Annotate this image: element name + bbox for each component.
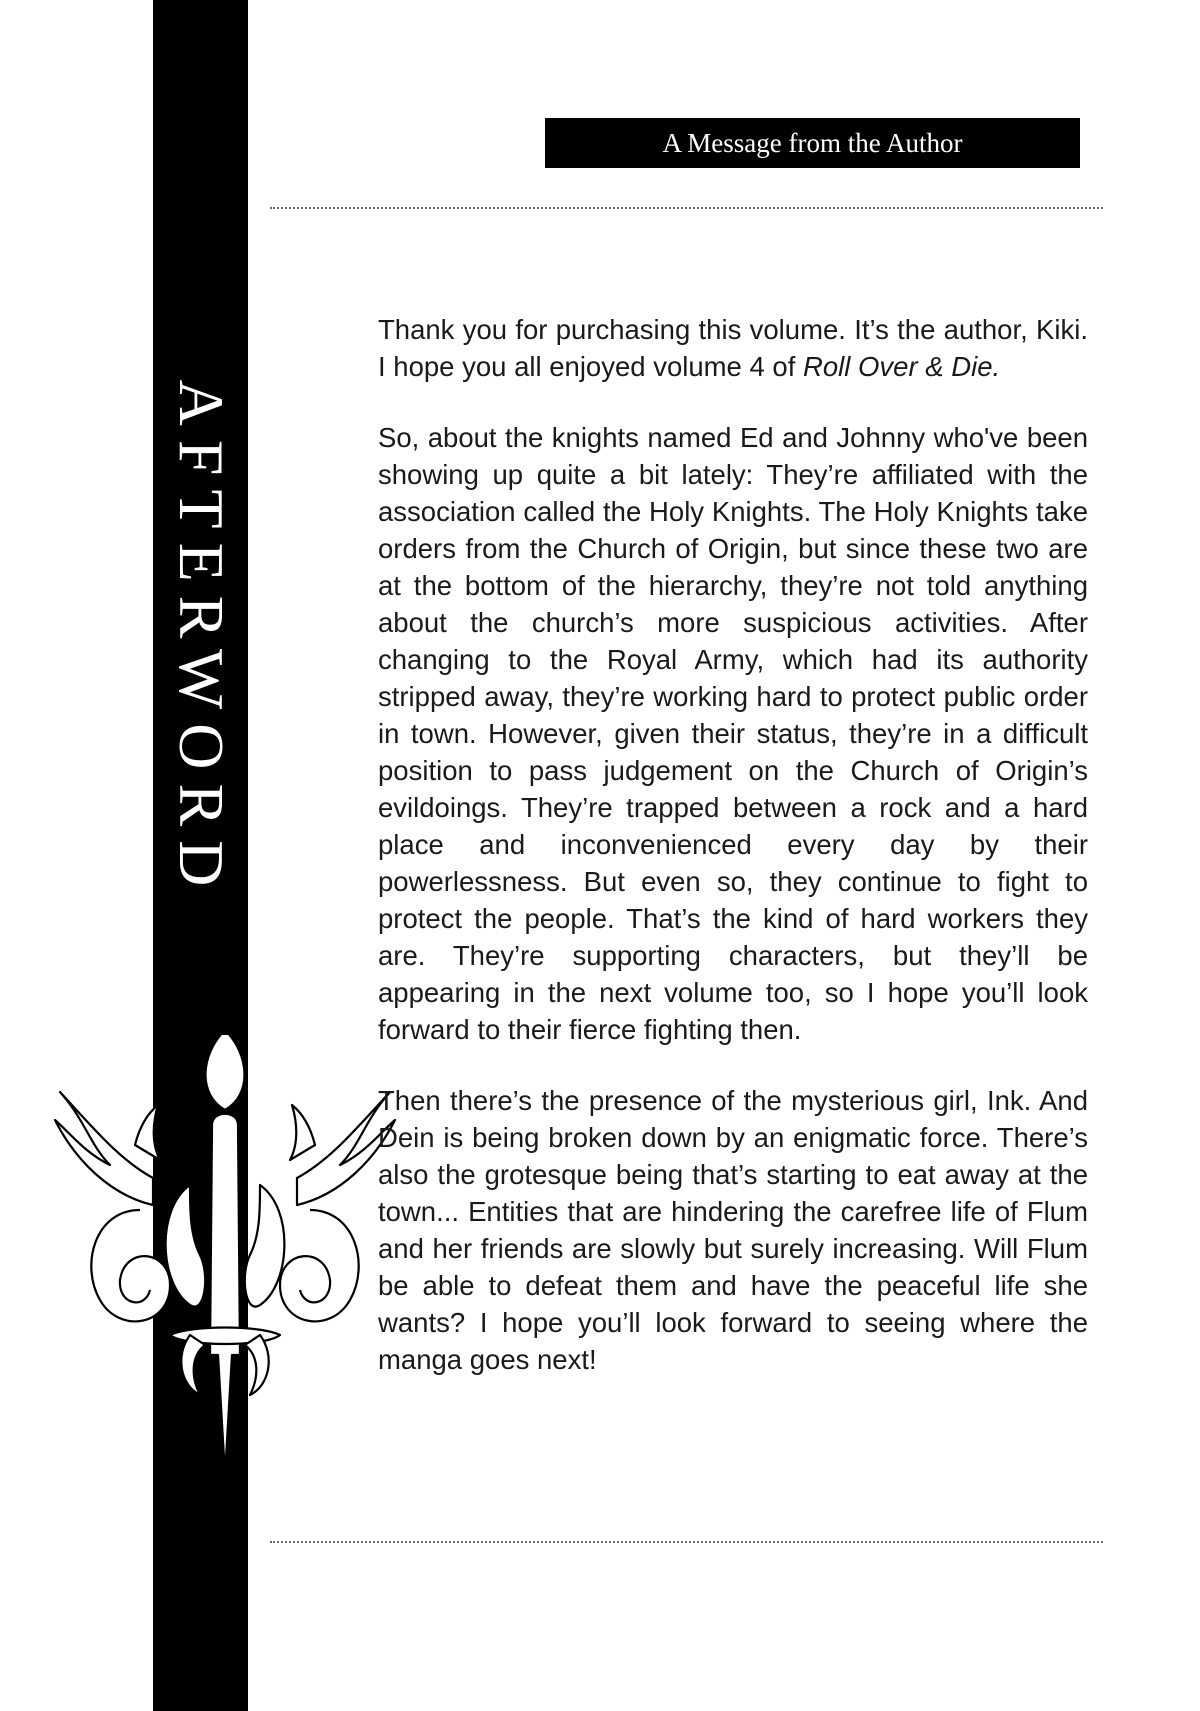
bottom-dotted-divider [270,1541,1103,1543]
ornament-emblem-icon [40,1035,410,1515]
author-message-body [378,311,1088,1412]
paragraph-1 [378,311,1088,385]
afterword-vertical-title [153,240,248,1040]
paragraph-3: Then there’s the presence of the mysterious girl, Ink. And Dein is being broken down by an enigmatic force. There’s also the grotesque being that’s starting to eat away at the town... Entities that are hindering the carefree life of Flum and her friends are slowly but surely increasing. Will Flum be able to defeat them and have the peaceful life she wants? I hope you’ll look forward to seeing where the manga goes next! [378,1085,1088,1375]
book-title: Roll Over & Die. [803,351,1001,382]
paragraph-2: So, about the knights named Ed and Johnny who've been showing up quite a bit lately: They’re affiliated with the association called the Holy Knights. The Holy Knights take orders from the Church of Origin, but since these two are at the bottom of the hierarchy, they’re not told anything about the church’s more suspicious activities. After changing to the Royal Army, which had its authority stripped away, they’re working hard to protect public order in town. However, given their status, they’re in a difficult position to pass judgement on the Church of Origin’s evildoings. They’re trapped between a rock and a hard place and inconvenienced every day by their powerlessness. But even so, they continue to fight to protect the people. That’s the kind of hard workers they are. They’re supporting characters, but they’ll be appearing in the next volume too, so I hope you’ll look forward to their fierce fighting then. [378,422,1088,1045]
top-dotted-divider [270,207,1103,209]
afterword-title-text: AFTERWORD [165,379,237,901]
header-title: A Message from the Author [662,128,963,158]
header-title-box [545,118,1080,168]
paragraph-1-text: Thank you for purchasing this volume. It’s the author, Kiki. I hope you all enjoyed volume 4 of [378,314,1088,382]
